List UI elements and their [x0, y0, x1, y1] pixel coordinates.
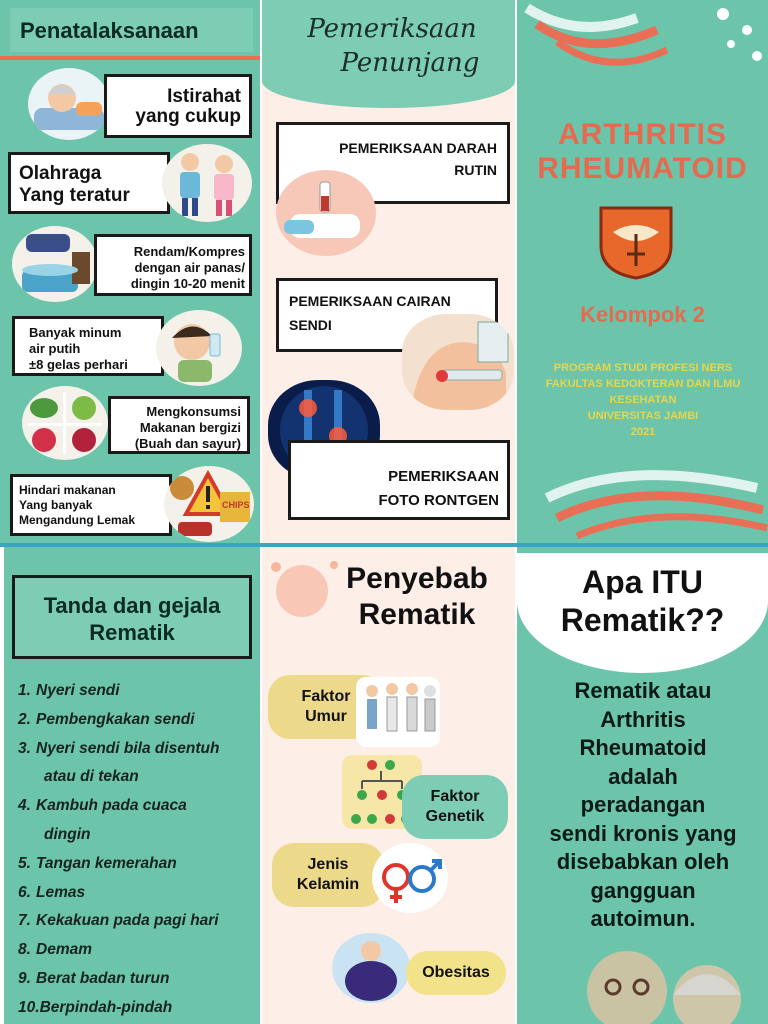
pemeriksaan-item-1: PEMERIKSAAN DARAH RUTIN [276, 122, 510, 204]
symptom-text: Berpindah-pindah [39, 998, 173, 1016]
symptom-item [18, 735, 219, 764]
symptom-text: Berat badan turun [36, 969, 170, 987]
penyebab-title: Penyebab Rematik [346, 562, 488, 631]
symptom-text: Lemas [36, 883, 86, 901]
decorative-brush-bottom [517, 448, 768, 543]
fatty-food-warning-icon [164, 466, 254, 542]
exercise-elderly-icon [162, 144, 252, 222]
fruits-vegetables-icon [22, 386, 108, 460]
panel-pemeriksaan [262, 0, 515, 543]
penatalaksanaan-title: Penatalaksanaan [20, 18, 199, 43]
symptom-number: 4. [18, 797, 31, 815]
foot-soak-icon [12, 226, 98, 302]
symptom-number: 7. [18, 912, 31, 930]
pemeriksaan-title-line2: Penunjang [340, 48, 480, 78]
panel-cover [517, 0, 768, 543]
penatalaksanaan-item-5: Mengkonsumsi Makanan bergizi (Buah dan sayur) [108, 396, 250, 454]
symptom-number: 2. [18, 710, 31, 728]
symptom-number: 6. [18, 883, 31, 901]
elderly-couple-illustration [557, 933, 768, 1024]
symptom-text: Tangan kemerahan [36, 854, 177, 872]
penatalaksanaan-item-6: Hindari makanan Yang banyak Mengandung Lemak [10, 474, 172, 536]
symptom-item [18, 936, 219, 965]
symptom-text: dingin [44, 825, 91, 843]
institution-text: PROGRAM STUDI PROFESI NERS FAKULTAS KEDOKTERAN DAN ILMU KESEHATAN UNIVERSITAS JAMBI 2021 [545, 362, 741, 438]
university-logo [593, 200, 679, 280]
pemeriksaan-title-line1: Pemeriksaan [307, 14, 477, 44]
panel-penyebab [262, 547, 515, 1024]
question-title: Apa ITU Rematik?? [560, 564, 725, 638]
symptom-text: Nyeri sendi [36, 682, 120, 699]
pemeriksaan-item-3: PEMERIKSAAN FOTO RONTGEN [288, 440, 510, 520]
joint-fluid-test-icon [402, 314, 514, 410]
symptom-text: Nyeri sendi bila disentuh [36, 739, 220, 757]
symptom-list [18, 677, 219, 1023]
symptom-item-continuation [18, 821, 219, 850]
cause-chip-2: Faktor Genetik [402, 775, 508, 839]
pemeriksaan-item-2: PEMERIKSAAN CAIRAN SENDI [276, 278, 498, 352]
cover-title: ARTHRITIS RHEUMATOID [537, 118, 748, 185]
symptom-item [18, 677, 219, 706]
symptom-item [18, 994, 219, 1023]
tanda-title: Tanda dan gejala Rematik [12, 575, 252, 659]
obese-person-icon [332, 933, 410, 1003]
penatalaksanaan-item-4: Banyak minum air putih ±8 gelas perhari [12, 316, 164, 376]
penatalaksanaan-item-2: Olahraga Yang teratur [8, 152, 170, 214]
penatalaksanaan-item-3: Rendam/Kompres dengan air panas/ dingin 10-20 menit [94, 234, 252, 296]
symptom-text: Pembengkakan sendi [36, 710, 195, 728]
panel-apa-itu [517, 547, 768, 1024]
symptom-number: 9. [18, 969, 31, 987]
penatalaksanaan-title-bar [10, 8, 253, 52]
cause-chip-3: Jenis Kelamin [272, 843, 384, 907]
symptom-text: Demam [36, 941, 92, 959]
panel-tanda-gejala [4, 547, 260, 1024]
symptom-item [18, 879, 219, 908]
symptom-number: 8. [18, 941, 31, 959]
symptom-number: 3. [18, 739, 31, 757]
symptom-number: 5. [18, 854, 31, 872]
symptom-text: Kekakuan pada pagi hari [36, 912, 219, 930]
decorative-brush-top [517, 0, 768, 100]
drinking-water-icon [156, 310, 242, 386]
age-people-icon [356, 677, 440, 747]
group-label: Kelompok 2 [580, 302, 705, 327]
gender-symbols-icon [372, 843, 448, 913]
cause-chip-1: Faktor Umur [268, 675, 384, 739]
symptom-item [18, 965, 219, 994]
title-underline [0, 56, 260, 60]
symptom-text: atau di tekan [44, 768, 139, 786]
symptom-item [18, 706, 219, 735]
symptom-number: 10. [18, 998, 40, 1016]
symptom-item [18, 907, 219, 936]
cause-chip-4: Obesitas [406, 951, 506, 995]
resting-person-icon [28, 68, 110, 140]
symptom-number: 1. [18, 682, 31, 699]
pemeriksaan-title [282, 12, 502, 80]
chips-label: CHIPS [222, 500, 250, 510]
blood-test-icon [276, 170, 376, 256]
definition-text: Rematik atau Arthritis Rheumatoid adalah peradangan sendi kronis yang disebabkan oleh gangguan autoimun. [549, 678, 737, 931]
symptom-item-continuation [18, 763, 219, 792]
symptom-text: Kambuh pada cuaca [36, 797, 187, 815]
penatalaksanaan-item-1: Istirahat yang cukup [104, 74, 252, 138]
symptom-item [18, 792, 219, 821]
panel-penatalaksanaan [0, 0, 260, 543]
symptom-item [18, 850, 219, 879]
